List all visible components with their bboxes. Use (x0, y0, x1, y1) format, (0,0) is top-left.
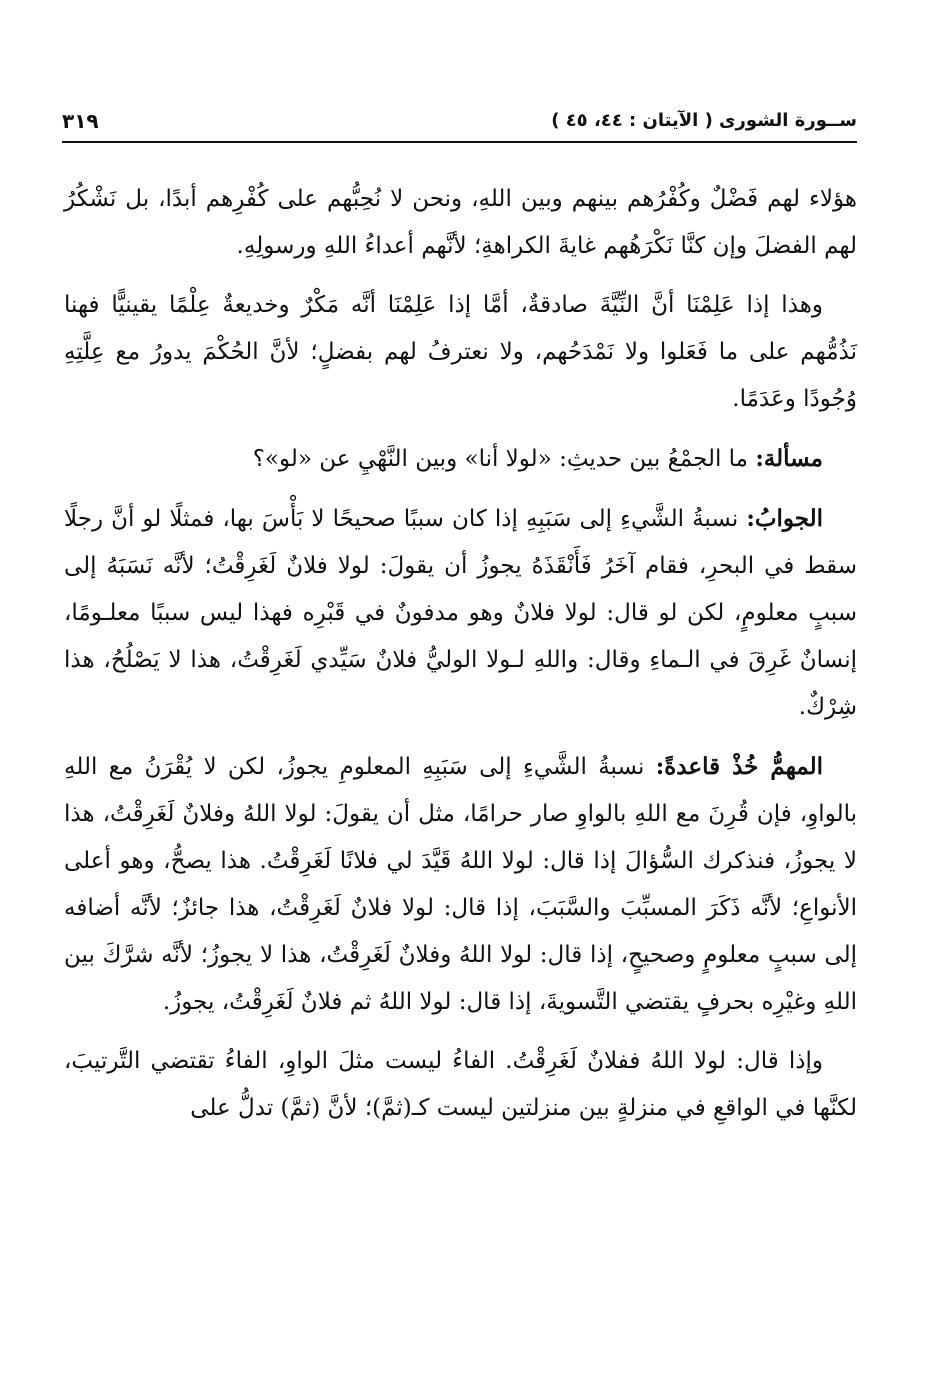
paragraph-text: ما الجمْعُ بين حديثِ: «لولا أنا» وبين النَّهْيِ عن «لو»؟ (252, 446, 756, 472)
question-paragraph (64, 435, 857, 483)
header-divider (62, 141, 857, 143)
page-number: ٣١٩ (62, 109, 99, 133)
page-body (64, 176, 857, 1144)
running-header (62, 100, 857, 134)
paragraph-text: وإذا قال: لولا اللهُ ففلانٌ لَغَرِقْتُ. الفاءُ ليست مثلَ الواوِ، الفاءُ تقتضي التَّرتيبَ، لكنَّها في الواقعِ في منزلةٍ بين منزلتين ليست كـ(ثمَّ)؛ لأنَّ (ثمَّ) تدلُّ على (64, 1048, 857, 1121)
rule-paragraph (64, 743, 857, 1026)
paragraph-text: نسبةُ الشَّيءِ إلى سَبَبِهِ إذا كان سببًا صحيحًا لا بَأْسَ بها، فمثلًا لو أنَّ رجلًا سقط في البحرِ، فقام آخَرُ فَأَنْقَذَهُ يجوزُ أن يقولَ: لولا فلانٌ لَغَرِقْتُ؛ لأنَّه نَسَبَهُ إلى سببٍ معلومٍ، لكن لو قال: لولا فلانٌ وهو مدفونٌ في قَبْرِه فهذا ليس سببًا معلـومًا، إنسانٌ غَرِقَ في الـماءِ وقال: واللهِ لـولا الوليُّ فلانٌ سَيِّدي لَغَرِقْتُ، هذا لا يَصْلُحُ، هذا شِرْكٌ. (64, 506, 857, 720)
rule-label: المهمُّ خُذْ قاعدةً: (655, 753, 824, 780)
surah-header-title: ســورة الشورى ( الآيتان : ٤٤، ٤٥ ) (551, 110, 857, 131)
paragraph-text: نسبةُ الشَّيءِ إلى سَبَبِهِ المعلومِ يجوزُ، لكن لا يُقْرَنُ مع اللهِ بالواوِ، فإن قُرِنَ مع اللهِ بالواوِ صار حرامًا، مثل أن يقولَ: لولا اللهُ وفلانٌ لَغَرِقْتُ، هذا لا يجوزُ، فنذكرك السُّؤالَ إذا قال: لولا اللهُ قَيَّدَ لي فلانًا لَغَرِقْتُ. هذا يصحُّ، وهو أعلى الأنواعِ؛ لأنَّه ذَكَرَ المسبِّبَ والسَّبَبَ، إذا قال: لولا فلانٌ لَغَرِقْتُ، هذا جائزٌ؛ لأنَّه أضافه إلى سببٍ معلومٍ وصحيحٍ، إذا قال: لولا اللهُ وفلانٌ لَغَرِقْتُ، هذا لا يجوزُ؛ لأنَّه شرَّكَ بين اللهِ وغيْرِه بحرفٍ يقتضي التَّسويةَ، إذا قال: لولا اللهُ ثم فلانٌ لَغَرِقْتُ، يجوزُ. (64, 754, 857, 1015)
question-label: مسألة: (755, 445, 823, 472)
paragraph (64, 1038, 857, 1132)
paragraph (64, 176, 857, 270)
paragraph-text: وهذا إذا عَلِمْنَا أنَّ النِّيَّةَ صادقةٌ، أمَّا إذا عَلِمْنَا أنَّه مَكْرٌ وخديعةٌ عِلْمًا يقينيًّا فهنا نَذُمُّهم على ما فَعَلوا ولا نَمْدَحُهم، ولا نعترفُ لهم بفضلٍ؛ لأنَّ الحُكْمَ يدورُ مع عِلَّتِهِ وُجُودًا وعَدَمًا. (64, 292, 857, 412)
paragraph (64, 282, 857, 423)
paragraph-text: هؤلاء لهم فَضْلٌ وكُفْرُهم بينهم وبين اللهِ، ونحن لا نُحِبُّهم على كُفْرِهم أبدًا، بل نَشْكُرُ لهم الفضلَ وإن كنَّا نَكْرَهُهم غايةَ الكراهةِ؛ لأنَّهم أعداءُ اللهِ ورسولِهِ. (64, 186, 857, 259)
answer-label: الجوابُ: (746, 505, 823, 532)
answer-paragraph (64, 495, 857, 731)
